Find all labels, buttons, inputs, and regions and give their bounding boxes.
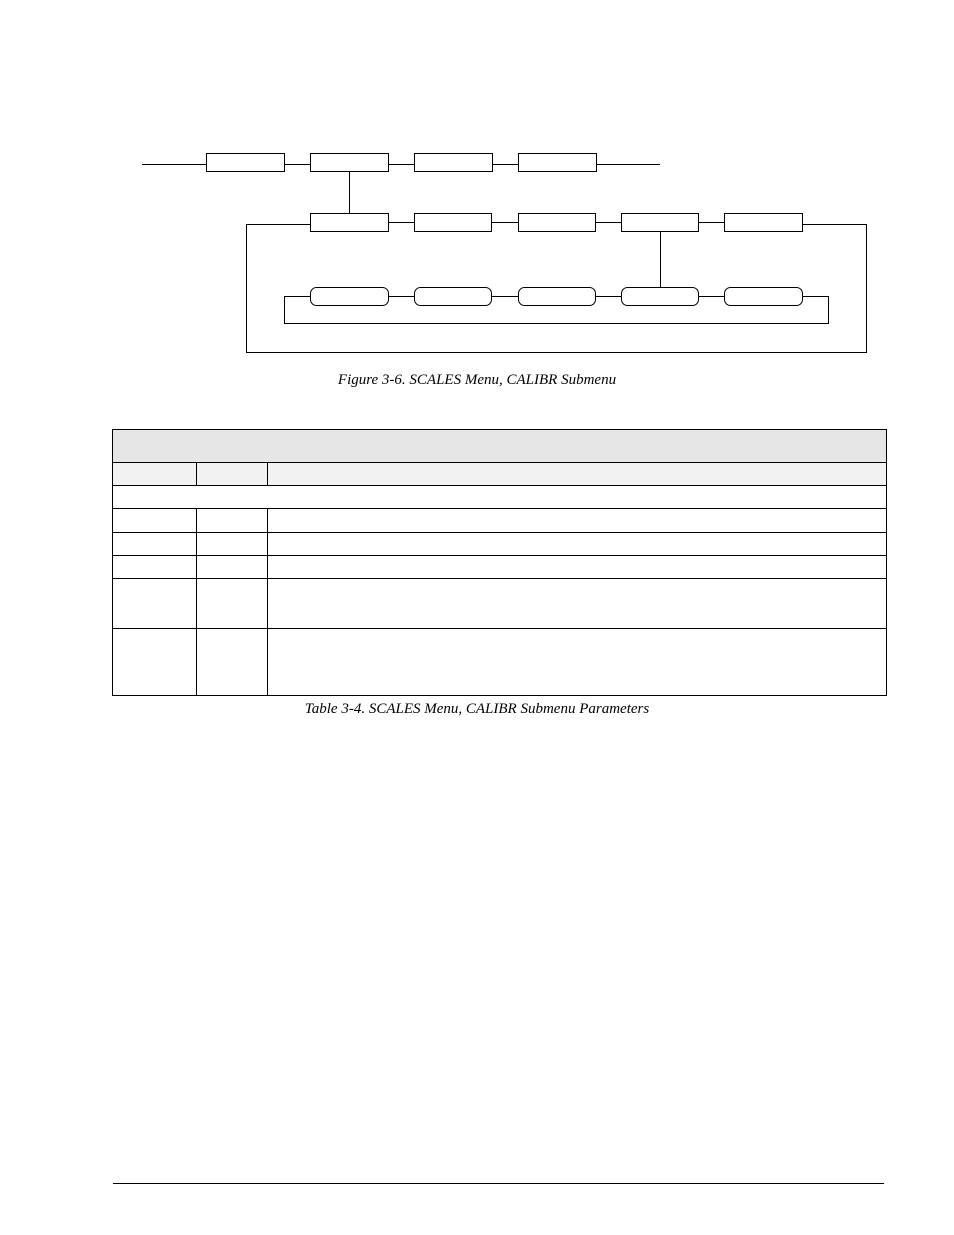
value-box-2 [415, 288, 492, 306]
column-header-parameter [113, 463, 197, 486]
submenu-box-2 [415, 214, 492, 232]
table-row [113, 629, 887, 696]
menu-diagram [0, 0, 954, 420]
table-cell [113, 533, 197, 556]
table-cell [268, 509, 887, 533]
column-header-description [268, 463, 887, 486]
table-cell [197, 509, 268, 533]
table-cell [268, 629, 887, 696]
table-title-row [113, 430, 887, 463]
table-title [113, 430, 887, 463]
top-level-box-2 [311, 154, 389, 172]
value-box-3 [519, 288, 596, 306]
parameters-table [112, 429, 887, 696]
value-box-1 [311, 288, 389, 306]
table-cell [197, 629, 268, 696]
table-group-label [113, 486, 887, 509]
table-row [113, 509, 887, 533]
table-cell [197, 579, 268, 629]
top-level-box-1 [207, 154, 285, 172]
table-group-row [113, 486, 887, 509]
table-cell [197, 533, 268, 556]
table-cell [268, 556, 887, 579]
table-row [113, 556, 887, 579]
top-level-box-4 [519, 154, 597, 172]
submenu-box-5 [725, 214, 803, 232]
value-box-4 [622, 288, 699, 306]
figure-caption: Figure 3-6. SCALES Menu, CALIBR Submenu [337, 372, 617, 388]
table-cell [113, 509, 197, 533]
table-cell [113, 579, 197, 629]
table-header-row [113, 463, 887, 486]
value-box-5 [725, 288, 803, 306]
table-cell [268, 579, 887, 629]
table-cell [113, 629, 197, 696]
submenu-box-3 [519, 214, 596, 232]
submenu-box-4 [622, 214, 699, 232]
column-header-choices [197, 463, 268, 486]
submenu-box-1 [311, 214, 389, 232]
table-cell [197, 556, 268, 579]
top-level-box-3 [415, 154, 493, 172]
table-cell [268, 533, 887, 556]
footer-divider [113, 1183, 884, 1184]
table-caption: Table 3-4. SCALES Menu, CALIBR Submenu Parameters [304, 701, 650, 717]
table-row [113, 579, 887, 629]
table-cell [113, 556, 197, 579]
table-row [113, 533, 887, 556]
